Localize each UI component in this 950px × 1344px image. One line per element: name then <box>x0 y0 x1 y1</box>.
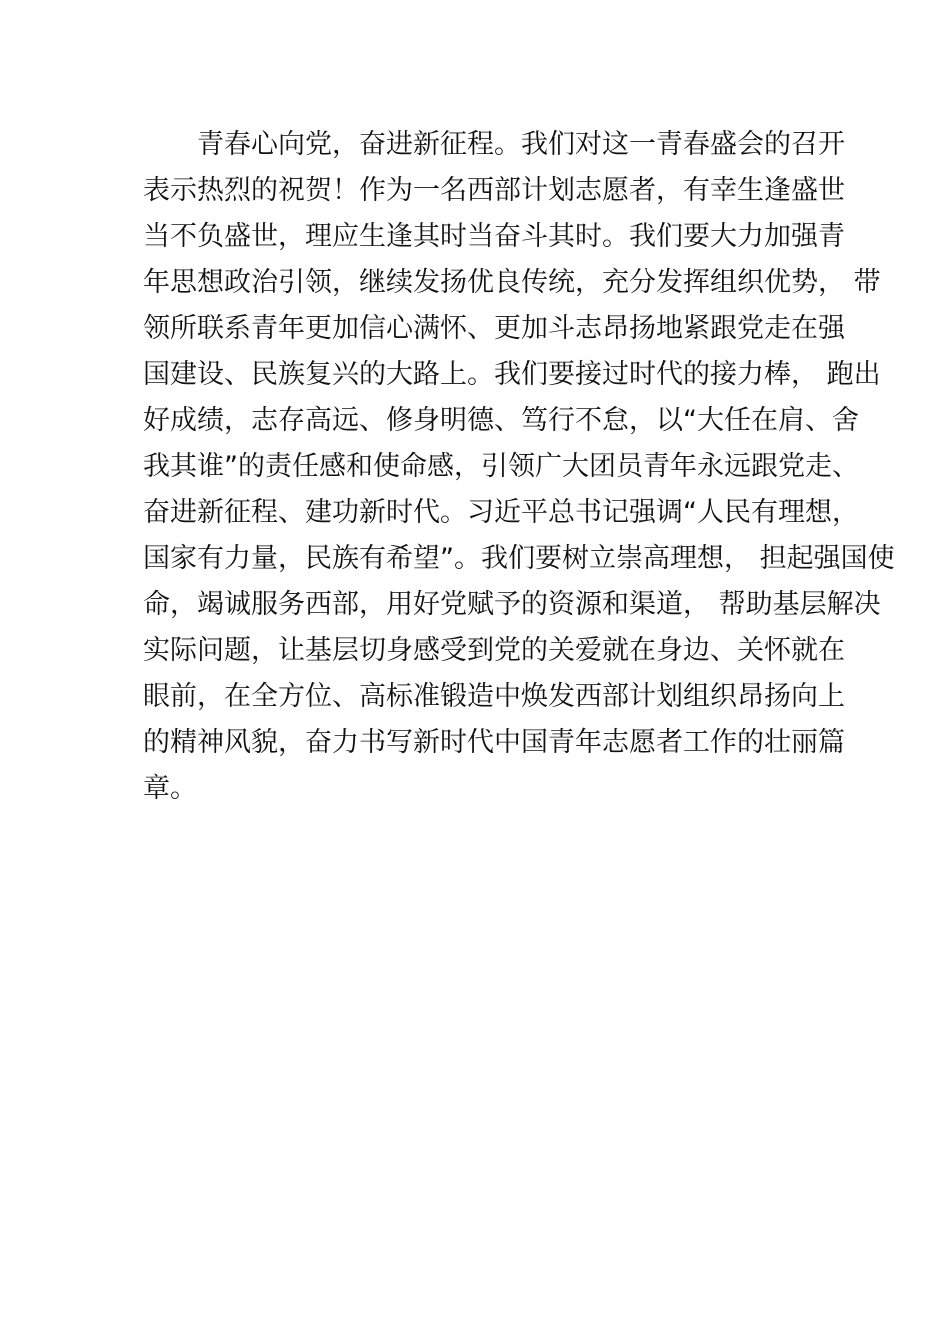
paragraph-line-12: 实际问题，让基层切身感受到党的关爱就在身边、关怀就在 <box>143 635 845 666</box>
paragraph-line-5: 领所联系青年更加信心满怀、更加斗志昂扬地紧跟党走在强 <box>143 313 845 344</box>
paragraph-line-15: 章。 <box>143 773 197 804</box>
paragraph-line-10: 国家有力量，民族有希望”。我们要树立崇高理想， 担起强国使 <box>143 543 895 574</box>
paragraph-line-6: 国建设、民族复兴的大路上。我们要接过时代的接力棒， 跑出 <box>143 359 881 390</box>
paragraph-line-14: 的精神风貌，奋力书写新时代中国青年志愿者工作的壮丽篇 <box>143 727 845 758</box>
paragraph-line-8: 我其谁”的责任感和使命感，引领广大团员青年永远跟党走、 <box>143 451 859 482</box>
body-paragraph <box>143 122 895 812</box>
paragraph-line-3: 当不负盛世，理应生逢其时当奋斗其时。我们要大力加强青 <box>143 221 845 252</box>
paragraph-line-2: 表示热烈的祝贺！作为一名西部计划志愿者，有幸生逢盛世 <box>143 175 845 206</box>
paragraph-line-7: 好成绩，志存高远、修身明德、笃行不怠，以“大任在肩、舍 <box>143 405 859 436</box>
paragraph-line-9: 奋进新征程、建功新时代。习近平总书记强调“人民有理想， <box>143 497 859 528</box>
paragraph-line-4: 年思想政治引领，继续发扬优良传统，充分发挥组织优势， 带 <box>143 267 881 298</box>
paragraph-line-11: 命，竭诚服务西部，用好党赋予的资源和渠道， 帮助基层解决 <box>143 589 881 620</box>
paragraph-line-1: 青春心向党，奋进新征程。我们对这一青春盛会的召开 <box>143 129 845 160</box>
paragraph-line-13: 眼前，在全方位、高标准锻造中焕发西部计划组织昂扬向上 <box>143 681 845 712</box>
